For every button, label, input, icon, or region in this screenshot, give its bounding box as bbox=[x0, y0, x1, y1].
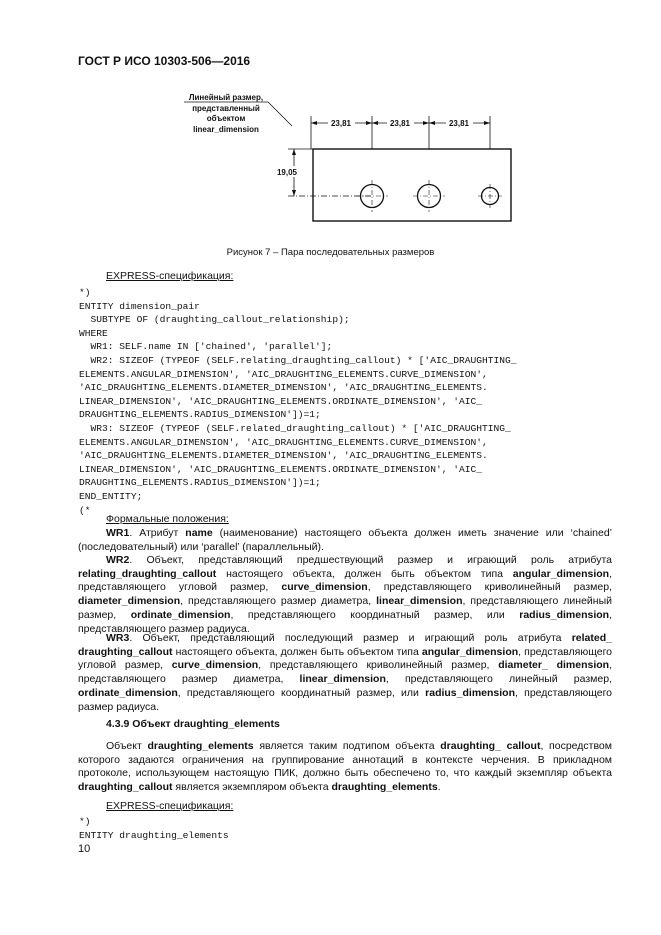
vertical-dim-label: 19,05 bbox=[276, 168, 298, 177]
figure-caption: Рисунок 7 – Пара последовательных размеров bbox=[226, 247, 435, 258]
callout-line-4: linear_dimension bbox=[193, 125, 259, 134]
dim-label-3: 23,81 bbox=[448, 119, 470, 128]
page-number: 10 bbox=[78, 843, 91, 855]
express-label-1: EXPRESS-спецификация: bbox=[106, 270, 234, 282]
express-label-2: EXPRESS-спецификация: bbox=[106, 800, 234, 812]
wr1-paragraph: WR1. Атрибут name (наименование) настоящего объекта должен иметь значение или ‘chained’ (последовательный) или ‘parallel’ (параллельный). bbox=[78, 527, 612, 553]
wr3-id: WR3 bbox=[106, 632, 130, 644]
page-header: ГОСТ Р ИСО 10303-506—2016 bbox=[78, 54, 251, 68]
callout-label bbox=[189, 93, 263, 134]
wr2-id: WR2 bbox=[106, 554, 130, 566]
section-title: 4.3.9 Объект draughting_elements bbox=[106, 718, 280, 730]
express-code-block-2: *) ENTITY draughting_elements bbox=[79, 816, 229, 841]
figure-drawing bbox=[0, 80, 661, 245]
formal-label: Формальные положения: bbox=[106, 513, 229, 525]
part-outline bbox=[313, 149, 511, 221]
callout-line-1: Линейный размер, bbox=[188, 93, 264, 102]
wr2-paragraph: WR2. Объект, представляющий предшествующий размер и играющий роль атрибута relating_draughting_callout настоящего объекта, должен быть объектом типа angular_dimension, представляющего угловой размер, curve_dimension, представляющего криволинейный размер, diameter_dimension, представляющего размер диаметра, linear_dimension, представляющего линейный размер, ordinate_dimension, представляющего координатный размер, или radius_dimension, представляющего размер радиуса. bbox=[78, 554, 613, 635]
express-code-block-1: *) ENTITY dimension_pair SUBTYPE OF (draughting_callout_relationship); WHERE WR1: SELF.name IN ['chained', 'parallel']; WR2: SIZEOF (TYPEOF (SELF.relating_draughting_callout) * ['AIC_DRAUGHTING_ ELEMENTS.ANGULAR_DIMENSION', 'AIC_DRAUGHTING_ELEMENTS.CURVE_DIMENSION', 'AIC_DRAUGHTING_ELEMENTS.DIAMETER_DIMENSION', 'AIC_DRAUGHTING_ELEMENTS. LINEAR_DIMENSION', 'AIC_DRAUGHTING_ELEMENTS.ORDINATE_DIMENSION', 'AIC_ DRAUGHTING_ELEMENTS.RADIUS_DIMENSION'])=1; WR3: SIZEOF (TYPEOF (SELF.related_draughting_callout) * ['AIC_DRAUGHTING_ ELEMENTS.ANGULAR_DIMENSION', 'AIC_DRAUGHTING_ELEMENTS.CURVE_DIMENSION', 'AIC_DRAUGHTING_ELEMENTS.DIAMETER_DIMENSION', 'AIC_DRAUGHTING_ELEMENTS. LINEAR_DIMENSION', 'AIC_DRAUGHTING_ELEMENTS.ORDINATE_DIMENSION', 'AIC_ DRAUGHTING_ELEMENTS.RADIUS_DIMENSION'])=1; END_ENTITY; (* bbox=[79, 287, 517, 516]
section-paragraph: Объект draughting_elements является таким подтипом объекта draughting_ callout, посредством которого задаются ограничения на группирование аннотаций в контексте черчения. В прикладном протоколе, использующем настоящую ПИК, должно быть обеспечено то, что каждый экземпляр объекта draughting_callout является экземпляром объекта draughting_elements. bbox=[78, 740, 612, 794]
wr1-id: WR1 bbox=[106, 527, 130, 539]
callout-line-3: объектом bbox=[206, 114, 246, 123]
leader-line bbox=[268, 102, 292, 126]
dim-label-1: 23,81 bbox=[330, 119, 352, 128]
wr3-paragraph: WR3. Объект, представляющий последующий размер и играющий роль атрибута related_ draughting_callout настоящего объекта, должен быть объектом типа angular_dimension, представляющего угловой размер, curve_dimension, представляющего криволинейный размер, diameter_ dimension, представляющего размер диаметра, linear_dimension, представляющего линейный размер, ordinate_dimension, представляющего координатный размер, или radius_dimension, представляющего размер радиуса. bbox=[78, 632, 613, 713]
callout-line-2: представленный bbox=[192, 104, 260, 113]
dim-label-2: 23,81 bbox=[389, 119, 411, 128]
